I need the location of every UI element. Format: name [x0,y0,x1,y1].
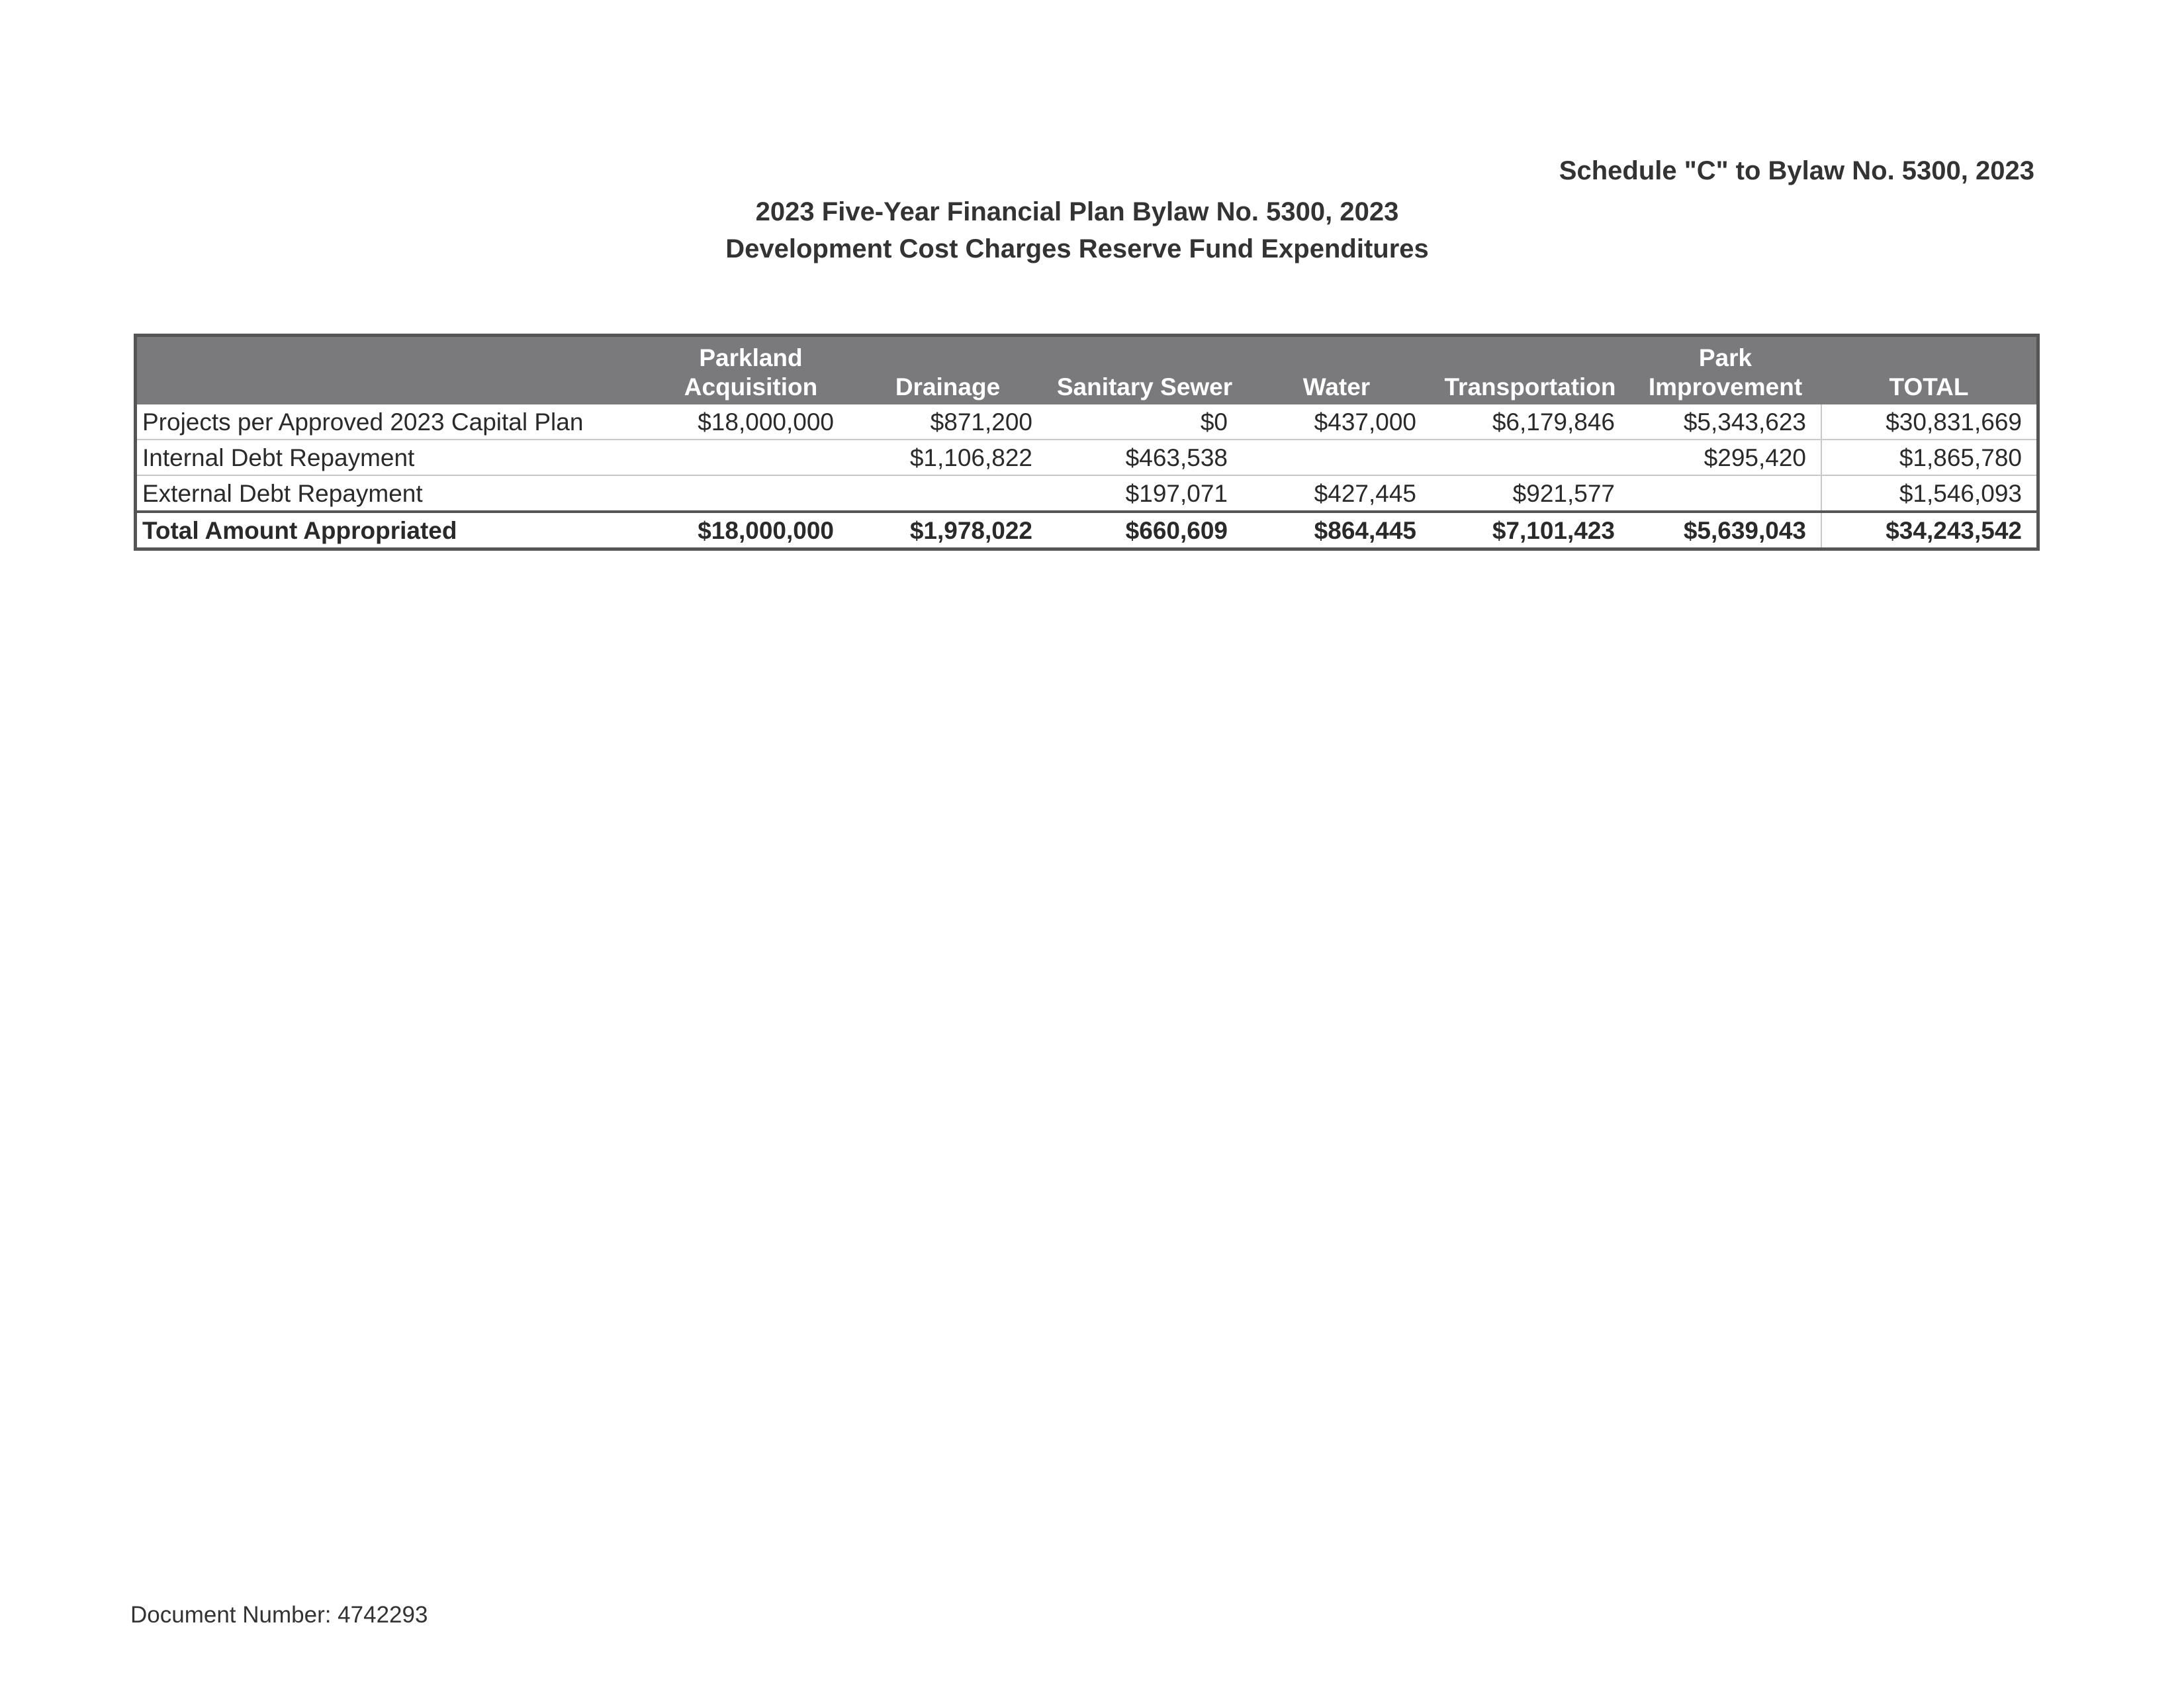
title-line-2: Development Cost Charges Reserve Fund Expenditures [725,234,1429,263]
column-header-parkland-acquisition: Parkland Acquisition [684,344,818,400]
document-title [705,193,1449,267]
row-label: Internal Debt Repayment [137,440,653,475]
cell-sanitary-sewer: $197,071 [1047,475,1242,512]
cell-transportation: $921,577 [1431,475,1629,512]
cell-drainage: $1,106,822 [848,440,1047,475]
cell-water: $437,000 [1242,404,1431,440]
total-row [137,512,2036,547]
total-sanitary-sewer: $660,609 [1047,512,1242,547]
total-drainage: $1,978,022 [848,512,1047,547]
cell-drainage [848,475,1047,512]
grand-total: $34,243,542 [1821,512,2036,547]
column-header-label [137,337,653,404]
total-parkland-acquisition: $18,000,000 [653,512,848,547]
cell-sanitary-sewer: $463,538 [1047,440,1242,475]
cell-total: $30,831,669 [1821,404,2036,440]
schedule-label: Schedule "C" to Bylaw No. 5300, 2023 [1559,156,2034,185]
row-label: Projects per Approved 2023 Capital Plan [137,404,653,440]
cell-parkland-acquisition [653,475,848,512]
cell-parkland-acquisition: $18,000,000 [653,404,848,440]
total-water: $864,445 [1242,512,1431,547]
cell-transportation [1431,440,1629,475]
row-label: External Debt Repayment [137,475,653,512]
column-header-transportation: Transportation [1444,373,1616,400]
cell-park-improvement: $5,343,623 [1629,404,1821,440]
column-header-water: Water [1302,373,1371,400]
title-line-1: 2023 Five-Year Financial Plan Bylaw No. 5300, 2023 [755,197,1399,226]
expenditures-table-container [134,334,2040,551]
total-row-label: Total Amount Appropriated [137,512,653,547]
cell-parkland-acquisition [653,440,848,475]
table-row [137,475,2036,512]
table-row [137,404,2036,440]
column-header-drainage: Drainage [895,373,1001,400]
cell-water: $427,445 [1242,475,1431,512]
cell-water [1242,440,1431,475]
table-row [137,440,2036,475]
cell-total: $1,865,780 [1821,440,2036,475]
total-park-improvement: $5,639,043 [1629,512,1821,547]
total-transportation: $7,101,423 [1431,512,1629,547]
cell-total: $1,546,093 [1821,475,2036,512]
cell-park-improvement [1629,475,1821,512]
cell-sanitary-sewer: $0 [1047,404,1242,440]
document-number: Document Number: 4742293 [130,1602,428,1628]
cell-park-improvement: $295,420 [1629,440,1821,475]
table-header-row [137,337,2036,404]
column-header-park-improvement: Park Improvement [1648,344,1803,400]
column-header-sanitary-sewer: Sanitary Sewer [1056,373,1233,400]
expenditures-table [137,337,2036,547]
cell-drainage: $871,200 [848,404,1047,440]
column-header-total: TOTAL [1889,373,1969,400]
cell-transportation: $6,179,846 [1431,404,1629,440]
